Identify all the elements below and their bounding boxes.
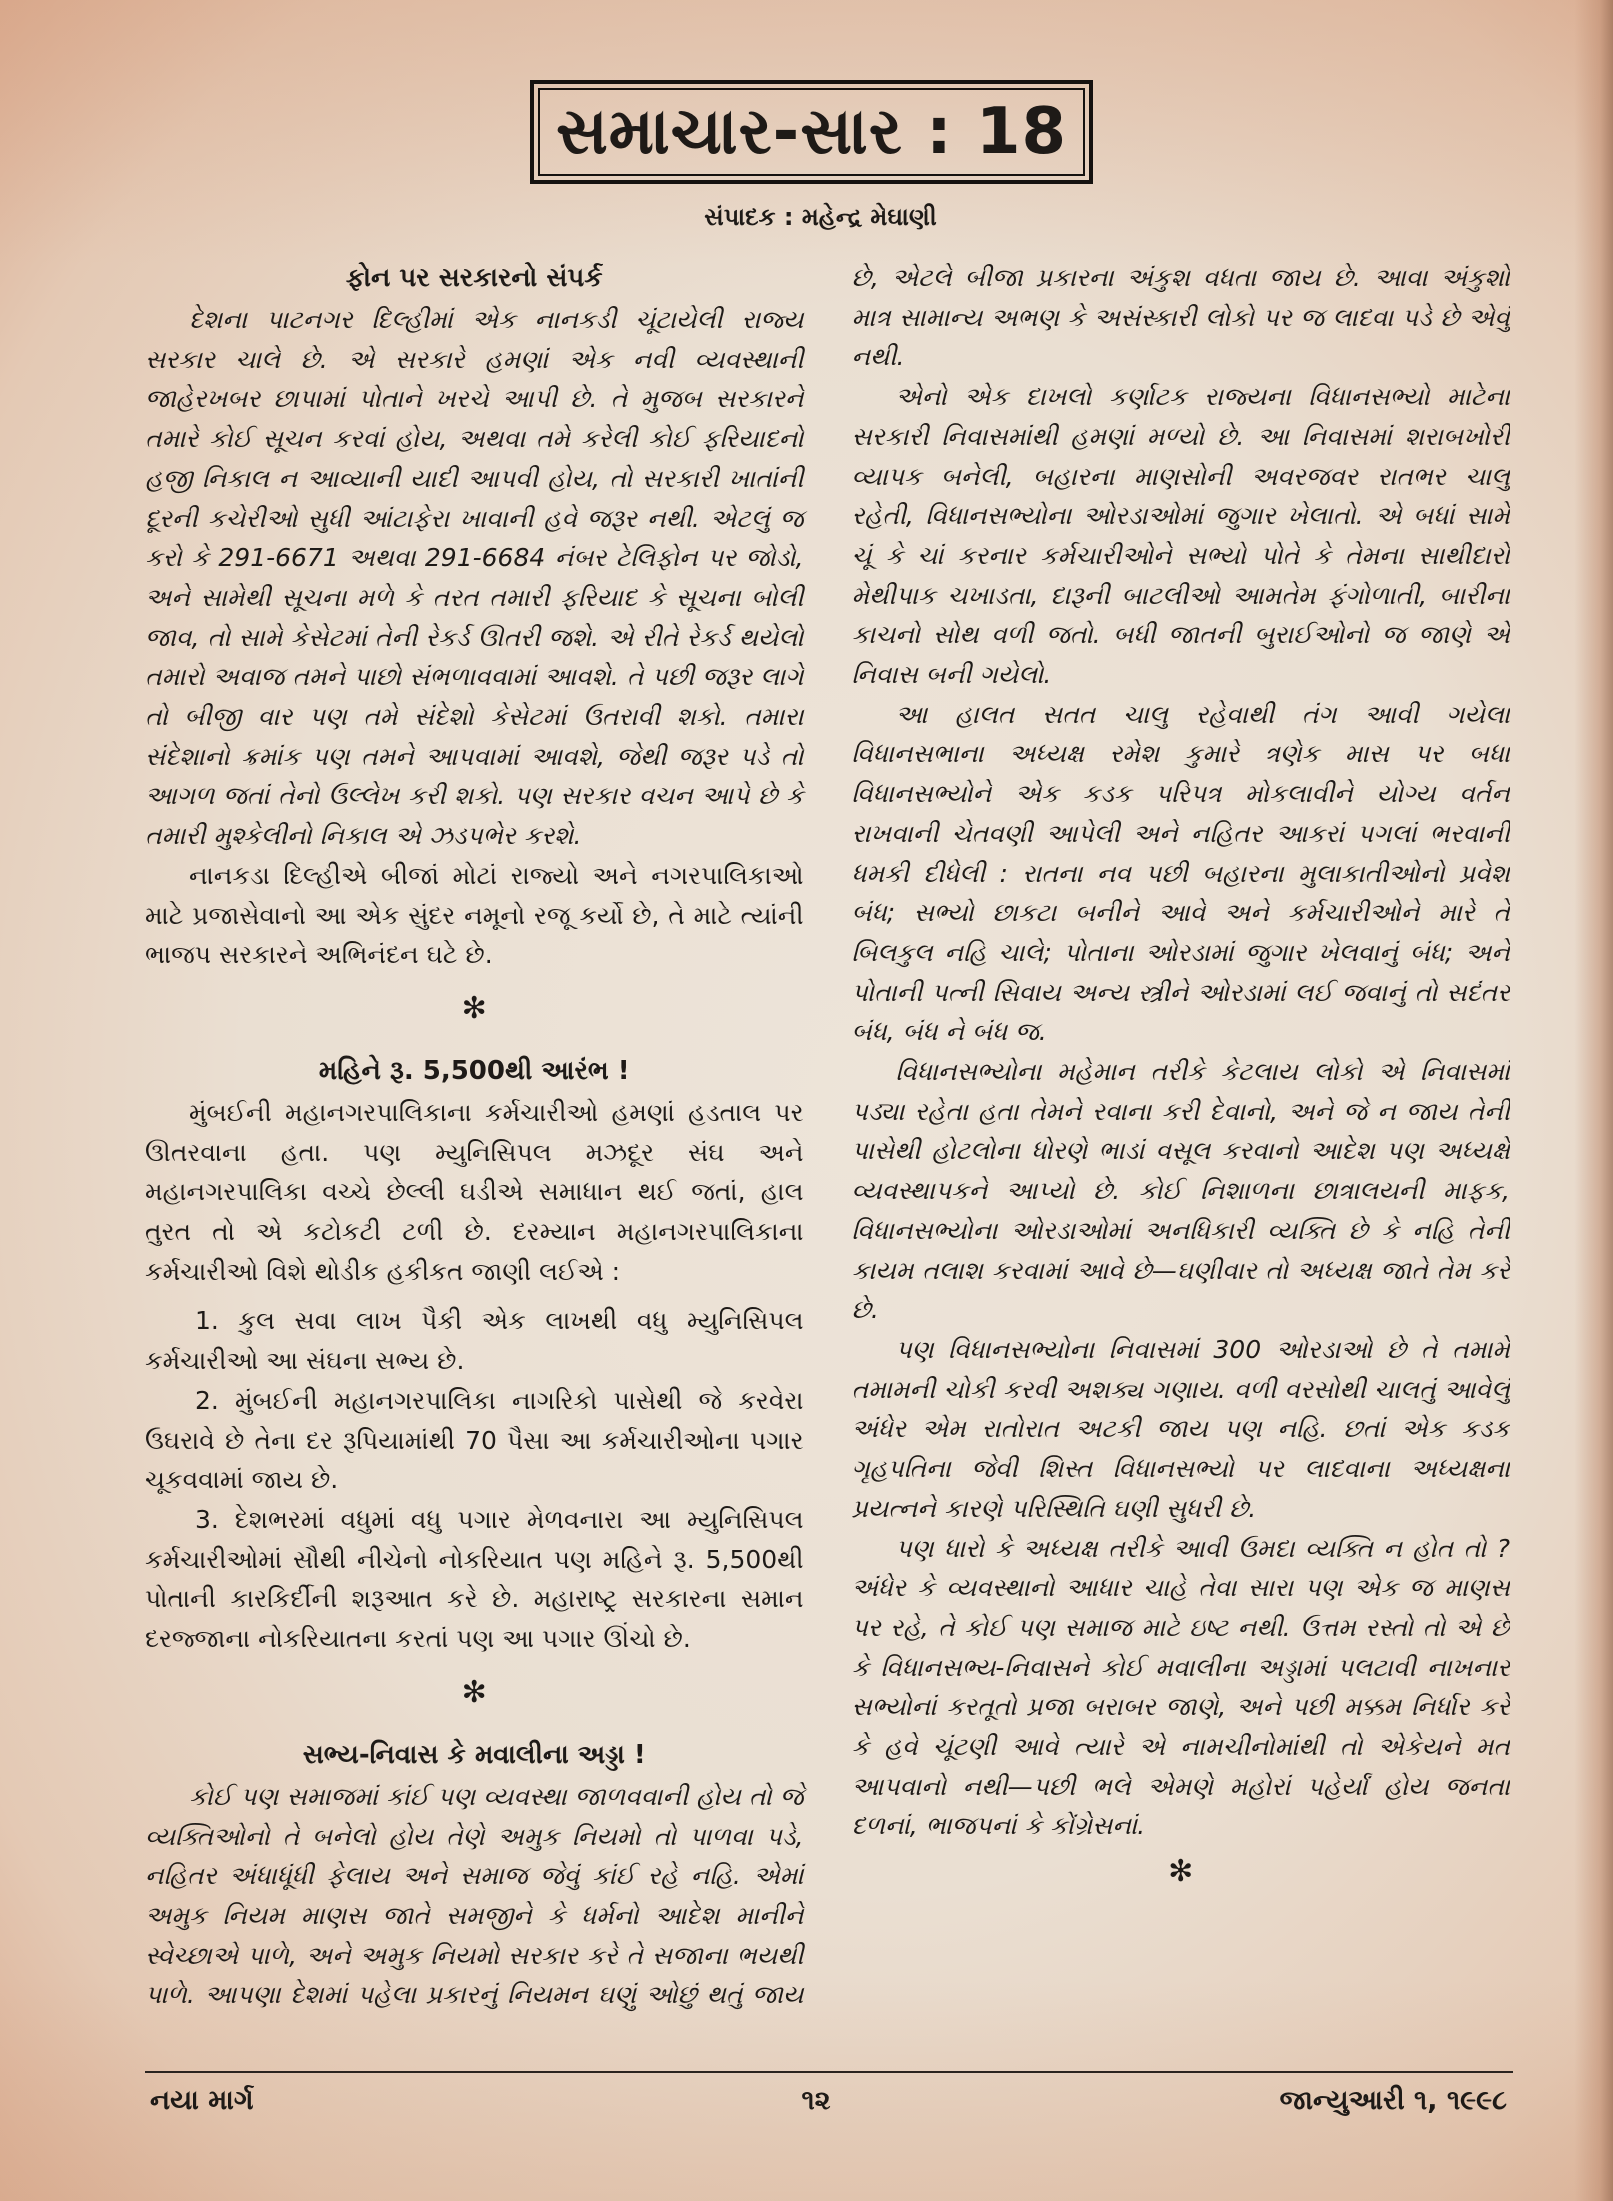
article-paragraph: પણ વિધાનસભ્યોના નિવાસમાં 300 ઓરડાઓ છે તે તમામે તમામની ચોકી કરવી અશક્ય ગણાય. વળી વરસોથી ચાલતું આવેલું અંધેર એમ રાતોરાત અટકી જાય પણ નહિ. છતાં એક કડક ગૃહપતિના જેવી શિસ્ત વિધાનસભ્યો પર લાદવાના અધ્યક્ષના પ્રયત્નને કારણે પરિસ્થિતિ ઘણી સુધરી છે. — [851, 1334, 1510, 1523]
footer-magazine-name: નયા માર્ગ — [150, 2085, 254, 2116]
article-paragraph: દેશના પાટનગર દિલ્હીમાં એક નાનકડી ચૂંટાયેલી રાજ્ય સરકાર ચાલે છે. એ સરકારે હમણાં એક નવી વ્યવસ્થાની જાહેરખબર છાપામાં પોતાને ખરચે આપી છે. તે મુજબ સરકારને તમારે કોઈ સૂચન કરવાં હોય, અથવા તમે કરેલી કોઈ ફરિયાદનો હજી નિકાલ ન આવ્યાની યાદી આપવી હોય, તો સરકારી ખાતાંની દૂરની કચેરીઓ સુધી આંટાફેરા ખાવાની હવે જરૂર નથી. એટલું જ કરો કે 291-6671 અથવા 291-6684 નંબર ટેલિફોન પર જોડો, અને સામેથી સૂચના મળે કે તરત તમારી ફરિયાદ કે સૂચના બોલી જાવ, તો સામે કેસેટમાં તેની રેકર્ડ ઊતરી જશે. એ રીતે રેકર્ડ થયેલો તમારો અવાજ તમને પાછો સંભળાવવામાં આવશે. તે પછી જરૂર લાગે તો બીજી વાર પણ તમે સંદેશો કેસેટમાં ઉતરાવી શકો. તમારા સંદેશાનો ક્રમાંક પણ તમને આપવામાં આવશે, જેથી જરૂર પડે તો આગળ જતાં તેનો ઉલ્લેખ કરી શકો. પણ સરકાર વચન આપે છે કે તમારી મુશ્કેલીનો નિકાલ એ ઝડપભેર કરશે. — [145, 305, 804, 851]
article-heading: સભ્ય-નિવાસ કે મવાલીના અડ્ડા ! — [302, 1739, 646, 1770]
article-paragraph: આ હાલત સતત ચાલુ રહેવાથી તંગ આવી ગયેલા વિધાનસભાના અધ્યક્ષ રમેશ કુમારે ત્રણેક માસ પર બધા વિધાનસભ્યોને એક કડક પરિપત્ર મોકલાવીને યોગ્ય વર્તન રાખવાની ચેતવણી આપેલી અને નહિતર આકરાં પગલાં ભરવાની ધમકી દીધેલી : રાતના નવ પછી બહારના મુલાકાતીઓનો પ્રવેશ બંધ; સભ્યો છાકટા બનીને આવે અને કર્મચારીઓને મારે તે બિલકુલ નહિ ચાલે; પોતાના ઓરડામાં જુગાર ખેલવાનું બંધ; અને પોતાની પત્ની સિવાય અન્ય સ્ત્રીને ઓરડામાં લઈ જવાનું તો સદંતર બંધ, બંધ ને બંધ જ. — [851, 699, 1510, 1047]
numbered-item: 1. કુલ સવા લાખ પૈકી એક લાખથી વધુ મ્યુનિસિપલ કર્મચારીઓ આ સંઘના સભ્ય છે. — [145, 1306, 804, 1376]
section-separator: ✻ — [461, 990, 487, 1026]
footer-page-number: ૧૨ — [801, 2085, 831, 2116]
article-paragraph: વિધાનસભ્યોના મહેમાન તરીકે કેટલાય લોકો એ નિવાસમાં પડ્યા રહેતા હતા તેમને રવાના કરી દેવાનો, અને જે ન જાય તેની પાસેથી હોટલોના ધોરણે ભાડાં વસૂલ કરવાનો આદેશ પણ અધ્યક્ષે વ્યવસ્થાપકને આપ્યો છે. કોઈ નિશાળના છાત્રાલયની માફક, વિધાનસભ્યોના ઓરડાઓમાં અનધિકારી વ્યક્તિ છે કે નહિ તેની કાયમ તલાશ કરવામાં આવે છે—ઘણીવાર તો અધ્યક્ષ જાતે તેમ કરે છે. — [851, 1057, 1510, 1325]
footer-rule — [145, 2071, 1513, 2073]
numbered-item: 2. મુંબઈની મહાનગરપાલિકા નાગરિકો પાસેથી જે કરવેરા ઉઘરાવે છે તેના દર રૂપિયામાંથી 70 પૈસા આ કર્મચારીઓના પગાર ચૂકવવામાં જાય છે. — [145, 1385, 804, 1495]
article-paragraph: એનો એક દાખલો કર્ણાટક રાજ્યના વિધાનસભ્યો માટેના સરકારી નિવાસમાંથી હમણાં મળ્યો છે. આ નિવાસમાં શરાબખોરી વ્યાપક બનેલી, બહારના માણસોની અવરજવર રાતભર ચાલુ રહેતી, વિધાનસભ્યોના ઓરડાઓમાં જુગાર ખેલાતો. એ બધાં સામે ચૂં કે ચાં કરનાર કર્મચારીઓને સભ્યો પોતે કે તેમના સાથીદારો મેથીપાક ચખાડતા, દારૂની બાટલીઓ આમતેમ ફંગોળાતી, બારીના કાચનો સોથ વળી જતો. બધી જાતની બુરાઈઓનો જ જાણે એ નિવાસ બની ગયેલો. — [851, 382, 1510, 690]
article-body-columns — [145, 258, 1510, 2040]
editor-credit: સંપાદક : મહેન્દ્ર મેઘાણી — [704, 203, 937, 231]
article-heading: મહિને રૂ. 5,500થી આરંભ ! — [318, 1055, 630, 1086]
masthead-title: સમાચાર-સાર : 18 — [538, 88, 1085, 176]
article-paragraph: પણ ધારો કે અધ્યક્ષ તરીકે આવી ઉમદા વ્યક્તિ ન હોત તો ? અંધેર કે વ્યવસ્થાનો આધાર ચાહે તેવા સારા પણ એક જ માણસ પર રહે, તે કોઈ પણ સમાજ માટે ઇષ્ટ નથી. ઉત્તમ રસ્તો તો એ છે કે વિધાનસભ્ય-નિવાસને કોઈ મવાલીના અડ્ડામાં પલટાવી નાખનાર સભ્યોનાં કરતૂતો પ્રજા બરાબર જાણે, અને પછી મક્કમ નિર્ધાર કરે કે હવે ચૂંટણી આવે ત્યારે એ નામચીનોમાંથી તો એકેયને મત આપવાનો નથી—પછી ભલે એમણે મહોરાં પહેર્યાં હોય જનતા દળનાં, ભાજપનાં કે કોંગ્રેસનાં. — [851, 1533, 1510, 1841]
article-paragraph: મુંબઈની મહાનગરપાલિકાના કર્મચારીઓ હમણાં હડતાલ પર ઊતરવાના હતા. પણ મ્યુનિસિપલ મઝદૂર સંઘ અને મહાનગરપાલિકા વચ્ચે છેલ્લી ઘડીએ સમાધાન થઈ જતાં, હાલ તુરત તો એ કટોકટી ટળી છે. દરમ્યાન મહાનગરપાલિકાના કર્મચારીઓ વિશે થોડીક હકીકત જાણી લઈએ : — [145, 1097, 804, 1286]
masthead-title-box — [530, 80, 1093, 184]
section-separator: ✻ — [1168, 1854, 1194, 1890]
article-paragraph: નાનકડા દિલ્હીએ બીજાં મોટાં રાજ્યો અને નગરપાલિકાઓ માટે પ્રજાસેવાનો આ એક સુંદર નમૂનો રજૂ કર્યો છે, તે માટે ત્યાંની ભાજપ સરકારને અભિનંદન ઘટે છે. — [145, 860, 804, 970]
masthead — [0, 80, 1613, 184]
section-separator: ✻ — [461, 1674, 487, 1710]
article-heading: ફોન પર સરકારનો સંપર્ક — [345, 263, 603, 293]
footer-date: જાન્યુઆરી ૧, ૧૯૯૮ — [1279, 2085, 1507, 2116]
article-paragraph: કોઈ પણ સમાજમાં કાંઈ પણ વ્યવસ્થા જાળવવાની હોય તો જે વ્યક્તિઓનો તે બનેલો હોય તેણે અમુક નિયમો તો પાળવા પડે, નહિતર અંધાધૂંધી ફેલાય અને સમાજ જેવું કાંઈ રહે નહિ. એમાં અમુક નિયમ માણસ જાતે સમજીને કે ધર્મનો આદેશ માનીને સ્વેચ્છાએ પાળે, અને અમુક નિયમો સરકાર કરે તે સજાના ભયથી પાળે. આપણા દેશમાં પહેલા પ્રકારનું નિયમન ઘણું ઓછું થતું જાય છે, એટલે બીજા પ્રકારના અંકુશ વધતા જાય છે. આવા અંકુશો માત્ર સામાન્ય અભણ કે અસંસ્કારી લોકો પર જ લાદવા પડે છે એવું નથી. — [145, 263, 1510, 2010]
numbered-item: 3. દેશભરમાં વધુમાં વધુ પગાર મેળવનારા આ મ્યુનિસિપલ કર્મચારીઓમાં સૌથી નીચેનો નોકરિયાત પણ મહિને રૂ. 5,500થી પોતાની કારકિર્દીની શરૂઆત કરે છે. મહારાષ્ટ્ર સરકારના સમાન દરજ્જાના નોકરિયાતના કરતાં પણ આ પગાર ઊંચો છે. — [145, 1504, 804, 1654]
